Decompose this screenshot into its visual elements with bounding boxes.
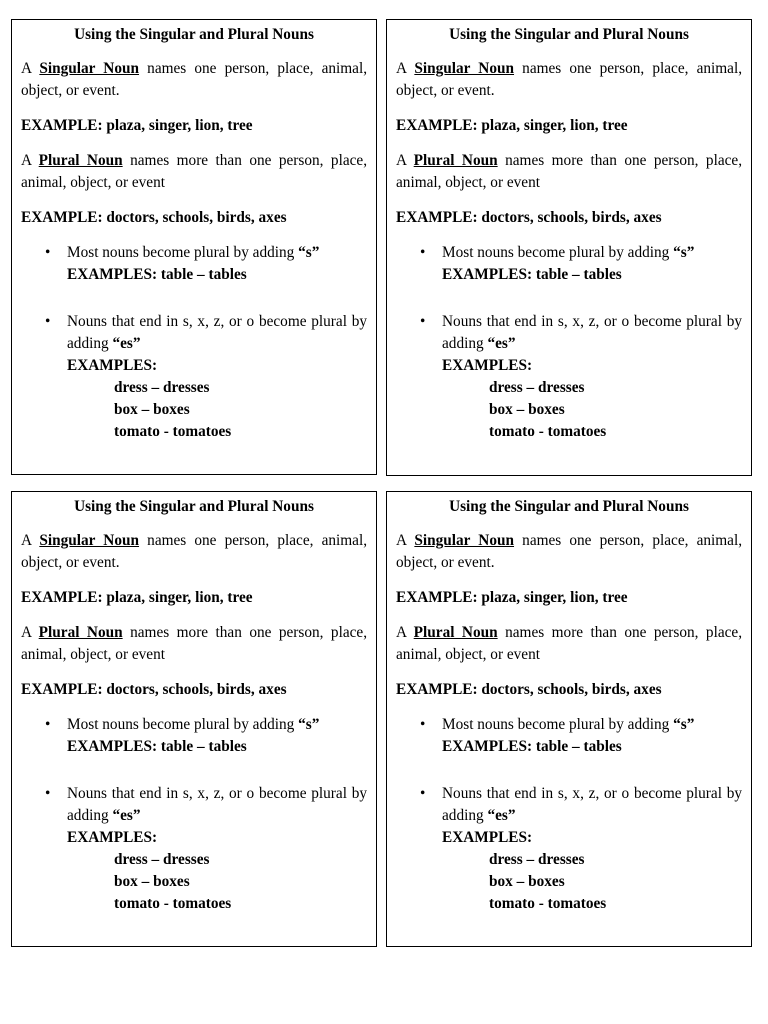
card-title: Using the Singular and Plural Nouns (449, 498, 689, 515)
rule-add-s-text (442, 714, 742, 736)
example-pair: tomato - tomatoes (114, 895, 232, 912)
rule-add-s-suffix: “s” (298, 244, 320, 261)
rule-add-s-suffix: “s” (673, 716, 695, 733)
singular-article: A (396, 532, 407, 549)
rule-add-s (396, 242, 742, 286)
noun-card-2 (386, 19, 752, 476)
noun-card-4 (386, 491, 752, 947)
rule-add-s-suffix: “s” (298, 716, 320, 733)
singular-definition (21, 58, 367, 102)
bullet-icon: • (45, 716, 51, 733)
singular-definition-text: names one person, place, animal, object, or event. (21, 532, 368, 571)
singular-term: Singular Noun (414, 60, 515, 77)
example-pair: box – boxes (489, 873, 565, 890)
rule-add-es-suffix: “es” (487, 807, 516, 824)
rule-add-es-suffix: “es” (112, 807, 141, 824)
rule-add-s-text (67, 714, 367, 736)
plural-definition-text: names more than one person, place, animal, object, or event (21, 152, 368, 191)
plural-example: EXAMPLE: doctors, schools, birds, axes (21, 681, 287, 698)
example-pair: dress – dresses (489, 379, 585, 396)
noun-card-3 (11, 491, 377, 947)
example-pair: box – boxes (489, 401, 565, 418)
plural-term: Plural Noun (38, 152, 123, 169)
rule-add-es-sentence: Nouns that end in s, x, z, or o become plural by adding (442, 313, 742, 352)
card-title: Using the Singular and Plural Nouns (74, 498, 314, 515)
plural-definition (21, 622, 367, 666)
plural-definition-text: names more than one person, place, animal, object, or event (396, 624, 743, 663)
rule-add-s-sentence: Most nouns become plural by adding (67, 716, 295, 733)
bullet-icon: • (420, 244, 426, 261)
rule-add-s-text (442, 242, 742, 264)
singular-definition (21, 530, 367, 574)
singular-term: Singular Noun (39, 532, 140, 549)
rule-add-s-sentence: Most nouns become plural by adding (67, 244, 295, 261)
rule-add-s-examples: EXAMPLES: table – tables (442, 266, 622, 283)
singular-definition-text: names one person, place, animal, object, or event. (396, 532, 743, 571)
plural-article: A (396, 152, 407, 169)
rule-add-es-examples-label: EXAMPLES: (67, 829, 158, 846)
singular-example: EXAMPLE: plaza, singer, lion, tree (21, 117, 253, 134)
singular-example: EXAMPLE: plaza, singer, lion, tree (21, 589, 253, 606)
rule-add-es-examples-label: EXAMPLES: (67, 357, 158, 374)
rule-add-s-sentence: Most nouns become plural by adding (442, 244, 670, 261)
plural-example: EXAMPLE: doctors, schools, birds, axes (396, 681, 662, 698)
singular-definition (396, 58, 742, 102)
singular-example: EXAMPLE: plaza, singer, lion, tree (396, 589, 628, 606)
rule-add-es-suffix: “es” (112, 335, 141, 352)
rule-add-s (21, 242, 367, 286)
rule-add-es-text (442, 783, 742, 827)
example-pair: dress – dresses (114, 379, 210, 396)
rule-add-s-examples: EXAMPLES: table – tables (67, 266, 247, 283)
singular-article: A (21, 532, 32, 549)
rule-add-s-text (67, 242, 367, 264)
rule-add-es (21, 783, 367, 849)
rule-add-es-examples-label: EXAMPLES: (442, 357, 533, 374)
singular-article: A (21, 60, 32, 77)
rule-add-es (396, 311, 742, 377)
example-pair: dress – dresses (114, 851, 210, 868)
rule-add-s-sentence: Most nouns become plural by adding (442, 716, 670, 733)
rule-add-s (21, 714, 367, 758)
bullet-icon: • (45, 785, 51, 802)
plural-term: Plural Noun (38, 624, 123, 641)
plural-article: A (21, 624, 32, 641)
singular-definition-text: names one person, place, animal, object, or event. (21, 60, 368, 99)
rule-add-es-examples-label: EXAMPLES: (442, 829, 533, 846)
rule-add-es-text (442, 311, 742, 355)
bullet-icon: • (420, 716, 426, 733)
bullet-icon: • (420, 313, 426, 330)
card-title: Using the Singular and Plural Nouns (449, 26, 689, 43)
singular-article: A (396, 60, 407, 77)
noun-card-1 (11, 19, 377, 475)
plural-definition-text: names more than one person, place, animal, object, or event (21, 624, 368, 663)
rule-add-es (21, 311, 367, 377)
bullet-icon: • (420, 785, 426, 802)
rule-add-es-text (67, 311, 367, 355)
rule-add-es-text (67, 783, 367, 827)
bullet-icon: • (45, 244, 51, 261)
rule-add-s-suffix: “s” (673, 244, 695, 261)
plural-definition (396, 622, 742, 666)
bullet-icon: • (45, 313, 51, 330)
singular-definition-text: names one person, place, animal, object, or event. (396, 60, 743, 99)
example-pair: dress – dresses (489, 851, 585, 868)
plural-term: Plural Noun (413, 152, 498, 169)
singular-term: Singular Noun (39, 60, 140, 77)
rule-add-es-suffix: “es” (487, 335, 516, 352)
plural-example: EXAMPLE: doctors, schools, birds, axes (21, 209, 287, 226)
plural-article: A (396, 624, 407, 641)
singular-term: Singular Noun (414, 532, 515, 549)
plural-term: Plural Noun (413, 624, 498, 641)
plural-example: EXAMPLE: doctors, schools, birds, axes (396, 209, 662, 226)
example-pair: box – boxes (114, 873, 190, 890)
singular-definition (396, 530, 742, 574)
plural-definition-text: names more than one person, place, animal, object, or event (396, 152, 743, 191)
example-pair: tomato - tomatoes (489, 423, 607, 440)
singular-example: EXAMPLE: plaza, singer, lion, tree (396, 117, 628, 134)
rule-add-es-sentence: Nouns that end in s, x, z, or o become plural by adding (442, 785, 742, 824)
rule-add-s-examples: EXAMPLES: table – tables (442, 738, 622, 755)
rule-add-s-examples: EXAMPLES: table – tables (67, 738, 247, 755)
example-pair: box – boxes (114, 401, 190, 418)
example-pair: tomato - tomatoes (489, 895, 607, 912)
card-title: Using the Singular and Plural Nouns (74, 26, 314, 43)
rule-add-es-sentence: Nouns that end in s, x, z, or o become plural by adding (67, 313, 367, 352)
plural-definition (21, 150, 367, 194)
rule-add-s (396, 714, 742, 758)
rule-add-es (396, 783, 742, 849)
plural-definition (396, 150, 742, 194)
example-pair: tomato - tomatoes (114, 423, 232, 440)
plural-article: A (21, 152, 32, 169)
rule-add-es-sentence: Nouns that end in s, x, z, or o become plural by adding (67, 785, 367, 824)
